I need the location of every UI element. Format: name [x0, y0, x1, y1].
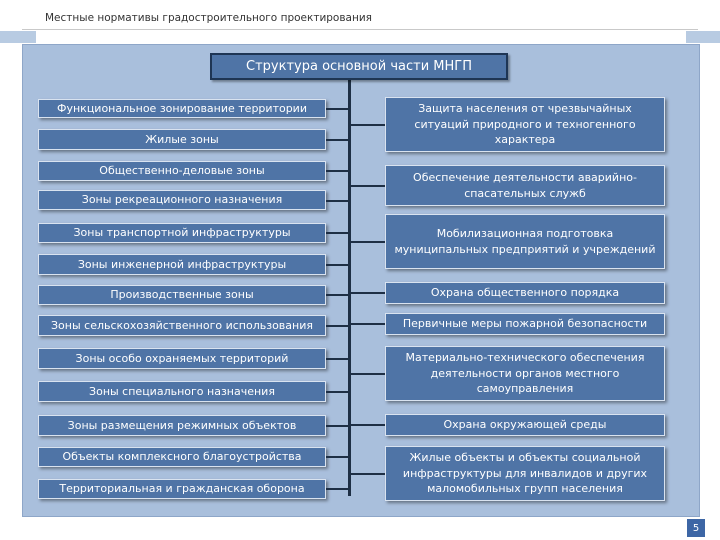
- right-box-material-support: Материально-технического обеспечения деятельности органов местного самоуправления: [385, 346, 665, 401]
- connector-right-4: [351, 323, 385, 325]
- left-box-civil-defense: Территориальная и гражданская оборона: [38, 479, 326, 499]
- right-box-accessibility-objects: Жилые объекты и объекты социальной инфраструктуры для инвалидов и других маломобильных групп населения: [385, 446, 665, 501]
- corner-decoration-right: [686, 31, 720, 43]
- right-box-emergency-protection: Защита населения от чрезвычайных ситуаций природного и техногенного характера: [385, 97, 665, 152]
- diagram-title: Структура основной части МНГП: [210, 53, 508, 80]
- connector-left-5: [326, 264, 348, 266]
- page-number: 5: [687, 519, 705, 537]
- connector-left-0: [326, 108, 348, 110]
- left-box-recreation-zones: Зоны рекреационного назначения: [38, 190, 326, 210]
- connector-right-6: [351, 424, 385, 426]
- connector-right-2: [351, 241, 385, 243]
- connector-left-4: [326, 232, 348, 234]
- connector-left-6: [326, 294, 348, 296]
- header-title: Местные нормативы градостроительного проектирования: [45, 12, 372, 24]
- left-box-regime-objects: Зоны размещения режимных объектов: [38, 415, 326, 436]
- left-box-business-zones: Общественно-деловые зоны: [38, 161, 326, 181]
- left-box-agricultural-zones: Зоны сельскохозяйственного использования: [38, 315, 326, 336]
- right-box-public-order: Охрана общественного порядка: [385, 282, 665, 304]
- corner-decoration-left: [0, 31, 36, 43]
- connector-left-11: [326, 456, 348, 458]
- left-box-residential-zones: Жилые зоны: [38, 129, 326, 150]
- connector-right-7: [351, 473, 385, 475]
- connector-left-3: [326, 200, 348, 202]
- left-box-functional-zoning: Функциональное зонирование территории: [38, 99, 326, 118]
- connector-left-10: [326, 425, 348, 427]
- left-box-transport-zones: Зоны транспортной инфраструктуры: [38, 223, 326, 243]
- right-box-fire-safety: Первичные меры пожарной безопасности: [385, 313, 665, 335]
- left-box-protected-zones: Зоны особо охраняемых территорий: [38, 348, 326, 369]
- connector-left-9: [326, 391, 348, 393]
- connector-left-12: [326, 488, 348, 490]
- connector-left-1: [326, 139, 348, 141]
- left-box-production-zones: Производственные зоны: [38, 285, 326, 305]
- left-box-engineering-zones: Зоны инженерной инфраструктуры: [38, 254, 326, 275]
- right-box-environment: Охрана окружающей среды: [385, 414, 665, 436]
- connector-right-0: [351, 124, 385, 126]
- header-divider: [22, 29, 698, 30]
- connector-right-3: [351, 292, 385, 294]
- right-box-mobilization: Мобилизационная подготовка муниципальных предприятий и учреждений: [385, 214, 665, 269]
- connector-left-2: [326, 170, 348, 172]
- right-box-rescue-services: Обеспечение деятельности аварийно-спасательных служб: [385, 165, 665, 206]
- left-box-landscaping: Объекты комплексного благоустройства: [38, 447, 326, 467]
- connector-left-8: [326, 358, 348, 360]
- central-connector-line: [348, 80, 351, 496]
- connector-right-5: [351, 373, 385, 375]
- connector-right-1: [351, 185, 385, 187]
- left-box-special-zones: Зоны специального назначения: [38, 381, 326, 402]
- connector-left-7: [326, 325, 348, 327]
